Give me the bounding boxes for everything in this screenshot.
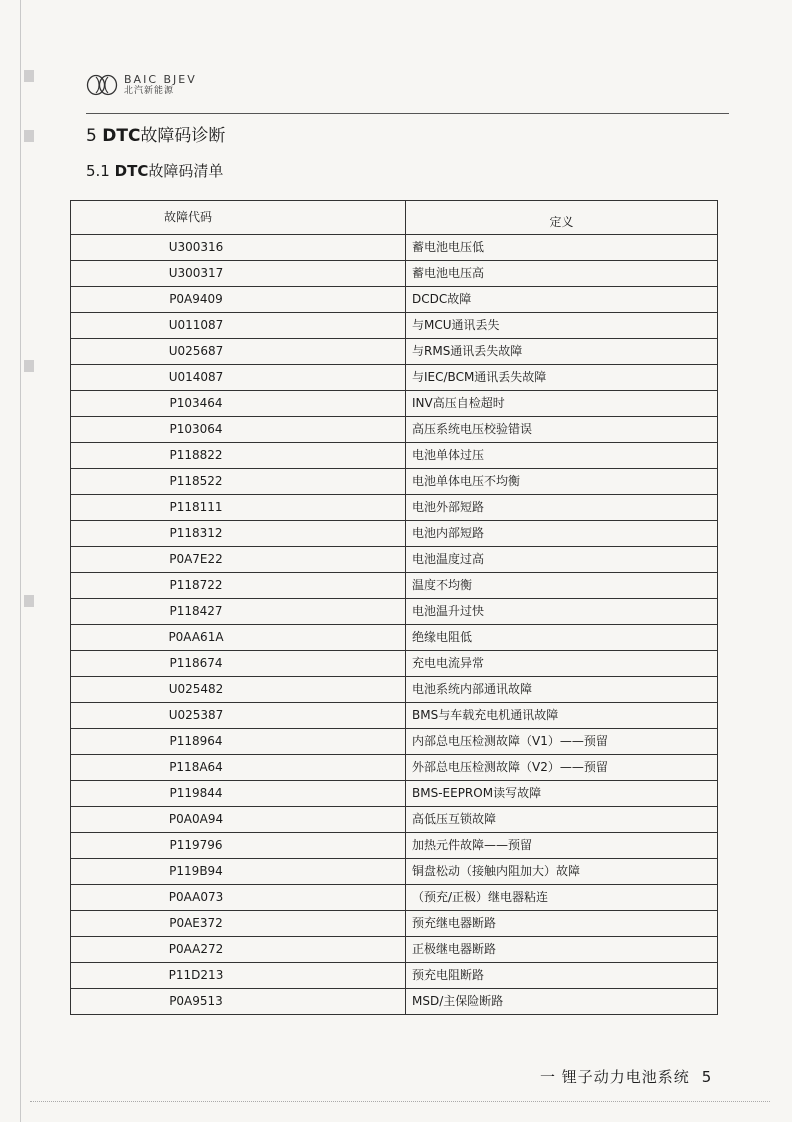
brand-name-en: BAIC BJEV bbox=[124, 73, 197, 86]
table-row bbox=[71, 703, 718, 729]
bottom-rule bbox=[30, 1101, 770, 1103]
table-row bbox=[71, 859, 718, 885]
fault-code-cell: U025687 bbox=[71, 339, 406, 365]
brand bbox=[124, 74, 197, 96]
subsection-title bbox=[86, 160, 223, 181]
table-header-row bbox=[71, 201, 718, 235]
definition-cell: 电池温度过高 bbox=[406, 547, 718, 573]
fault-code-cell: P118822 bbox=[71, 443, 406, 469]
definition-cell: 与RMS通讯丢失故障 bbox=[406, 339, 718, 365]
fault-code-cell: P119844 bbox=[71, 781, 406, 807]
fault-code-cell: P0AA073 bbox=[71, 885, 406, 911]
table-row bbox=[71, 287, 718, 313]
table-row bbox=[71, 781, 718, 807]
table-row bbox=[71, 417, 718, 443]
fault-code-cell: P118964 bbox=[71, 729, 406, 755]
fault-code-cell: P0AA272 bbox=[71, 937, 406, 963]
header-rule bbox=[86, 113, 729, 114]
definition-cell: （预充/正极）继电器粘连 bbox=[406, 885, 718, 911]
table-row bbox=[71, 937, 718, 963]
fault-code-cell: P119796 bbox=[71, 833, 406, 859]
table-row bbox=[71, 573, 718, 599]
fault-code-cell: P118111 bbox=[71, 495, 406, 521]
binding-mark bbox=[24, 130, 34, 142]
definition-cell: 电池温升过快 bbox=[406, 599, 718, 625]
dtc-table-body bbox=[71, 235, 718, 1015]
fault-code-cell: P0AE372 bbox=[71, 911, 406, 937]
definition-cell: 铜盘松动（接触内阻加大）故障 bbox=[406, 859, 718, 885]
table-row bbox=[71, 261, 718, 287]
definition-cell: 温度不均衡 bbox=[406, 573, 718, 599]
fault-code-cell: U025482 bbox=[71, 677, 406, 703]
definition-cell: 高低压互锁故障 bbox=[406, 807, 718, 833]
definition-cell: 电池外部短路 bbox=[406, 495, 718, 521]
fault-code-cell: U011087 bbox=[71, 313, 406, 339]
table-row bbox=[71, 651, 718, 677]
definition-cell: 预充电阻断路 bbox=[406, 963, 718, 989]
definition-cell: 内部总电压检测故障（V1）——预留 bbox=[406, 729, 718, 755]
definition-cell: 与MCU通讯丢失 bbox=[406, 313, 718, 339]
fault-code-cell: P11D213 bbox=[71, 963, 406, 989]
fault-code-cell: P119B94 bbox=[71, 859, 406, 885]
definition-cell: 电池内部短路 bbox=[406, 521, 718, 547]
binding-mark bbox=[24, 595, 34, 607]
table-row bbox=[71, 963, 718, 989]
subsection-title-text: 故障码清单 bbox=[148, 162, 224, 180]
binding-mark bbox=[24, 70, 34, 82]
definition-cell: 蓄电池电压低 bbox=[406, 235, 718, 261]
fault-code-cell: U300317 bbox=[71, 261, 406, 287]
fault-code-cell: P118722 bbox=[71, 573, 406, 599]
table-row bbox=[71, 469, 718, 495]
table-row bbox=[71, 729, 718, 755]
table-row bbox=[71, 885, 718, 911]
brand-name-cn: 北汽新能源 bbox=[124, 86, 175, 96]
definition-cell: 加热元件故障——预留 bbox=[406, 833, 718, 859]
definition-cell: 绝缘电阻低 bbox=[406, 625, 718, 651]
table-row bbox=[71, 807, 718, 833]
fault-code-cell: P0AA61A bbox=[71, 625, 406, 651]
table-row bbox=[71, 833, 718, 859]
subsection-number: 5.1 bbox=[86, 162, 110, 180]
table-row bbox=[71, 235, 718, 261]
fault-code-cell: P0A9513 bbox=[71, 989, 406, 1015]
table-row bbox=[71, 365, 718, 391]
section-title-text: 故障码诊断 bbox=[140, 126, 226, 146]
fault-code-cell: P0A9409 bbox=[71, 287, 406, 313]
table-row bbox=[71, 339, 718, 365]
fault-code-cell: P118A64 bbox=[71, 755, 406, 781]
fault-code-cell: U014087 bbox=[71, 365, 406, 391]
baic-logo-icon bbox=[86, 74, 118, 96]
table-row bbox=[71, 443, 718, 469]
fault-code-cell: U300316 bbox=[71, 235, 406, 261]
table-row bbox=[71, 677, 718, 703]
header-fault-code: 故障代码 bbox=[71, 201, 406, 235]
table-row bbox=[71, 495, 718, 521]
section-title-bold: DTC bbox=[102, 126, 141, 146]
definition-cell: INV高压自检超时 bbox=[406, 391, 718, 417]
table-row bbox=[71, 547, 718, 573]
definition-cell: BMS-EEPROM读写故障 bbox=[406, 781, 718, 807]
document-header bbox=[86, 70, 197, 100]
table-row bbox=[71, 625, 718, 651]
fault-code-cell: P118427 bbox=[71, 599, 406, 625]
table-row bbox=[71, 599, 718, 625]
footer-chapter: 一 锂子动力电池系统 bbox=[540, 1068, 690, 1086]
fault-code-cell: P0A0A94 bbox=[71, 807, 406, 833]
definition-cell: 预充继电器断路 bbox=[406, 911, 718, 937]
fault-code-cell: P103064 bbox=[71, 417, 406, 443]
table-row bbox=[71, 989, 718, 1015]
definition-cell: BMS与车载充电机通讯故障 bbox=[406, 703, 718, 729]
fault-code-cell: P118522 bbox=[71, 469, 406, 495]
definition-cell: 电池单体过压 bbox=[406, 443, 718, 469]
definition-cell: 与IEC/BCM通讯丢失故障 bbox=[406, 365, 718, 391]
binding-line bbox=[20, 0, 21, 1122]
page-number: 5 bbox=[701, 1068, 713, 1086]
definition-cell: 充电电流异常 bbox=[406, 651, 718, 677]
definition-cell: DCDC故障 bbox=[406, 287, 718, 313]
fault-code-cell: P118312 bbox=[71, 521, 406, 547]
fault-code-cell: P103464 bbox=[71, 391, 406, 417]
subsection-title-bold: DTC bbox=[114, 162, 149, 180]
fault-code-cell: P0A7E22 bbox=[71, 547, 406, 573]
definition-cell: 高压系统电压校验错误 bbox=[406, 417, 718, 443]
dtc-table bbox=[70, 200, 718, 1015]
table-row bbox=[71, 313, 718, 339]
definition-cell: 蓄电池电压高 bbox=[406, 261, 718, 287]
fault-code-cell: U025387 bbox=[71, 703, 406, 729]
section-title bbox=[86, 121, 225, 146]
section-number: 5 bbox=[86, 126, 97, 146]
table-row bbox=[71, 521, 718, 547]
table-row bbox=[71, 755, 718, 781]
fault-code-cell: P118674 bbox=[71, 651, 406, 677]
definition-cell: MSD/主保险断路 bbox=[406, 989, 718, 1015]
header-definition: 定义 bbox=[406, 201, 718, 235]
table-row bbox=[71, 391, 718, 417]
definition-cell: 外部总电压检测故障（V2）——预留 bbox=[406, 755, 718, 781]
table-row bbox=[71, 911, 718, 937]
definition-cell: 正极继电器断路 bbox=[406, 937, 718, 963]
definition-cell: 电池单体电压不均衡 bbox=[406, 469, 718, 495]
page-footer bbox=[540, 1066, 712, 1087]
definition-cell: 电池系统内部通讯故障 bbox=[406, 677, 718, 703]
binding-mark bbox=[24, 360, 34, 372]
